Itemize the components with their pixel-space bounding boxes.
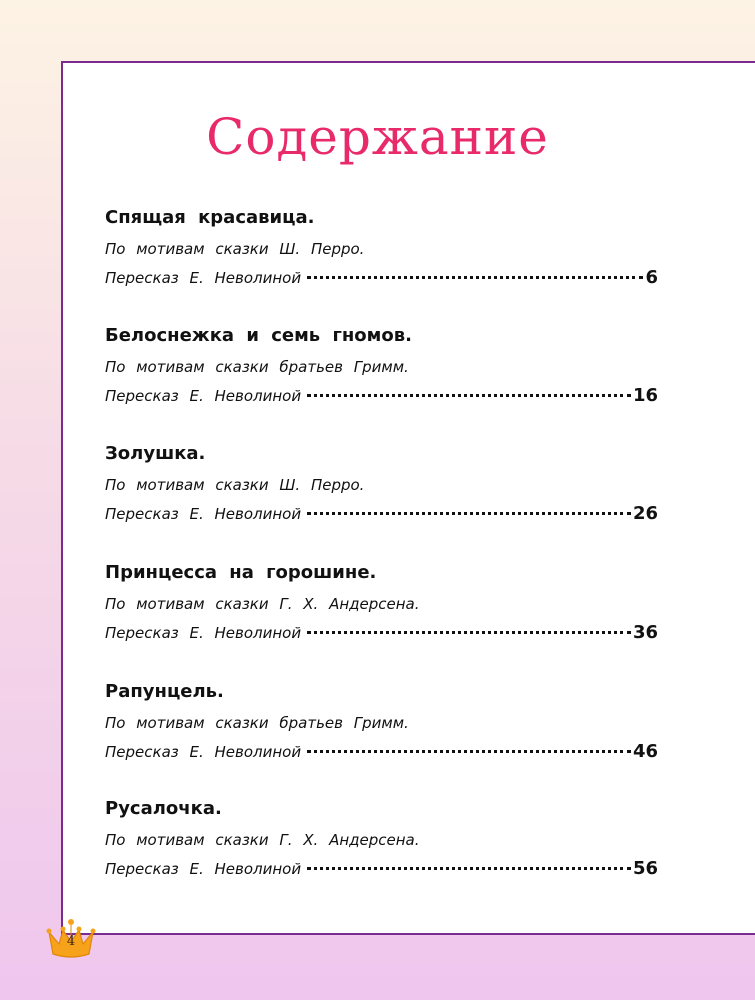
entry-reteller-row [105, 858, 658, 880]
toc-entry[interactable] [105, 561, 658, 644]
entry-subtitle: По мотивам сказки братьев Гримм. [105, 714, 409, 732]
entry-title: Золушка. [105, 443, 206, 464]
dot-leader [307, 512, 631, 515]
dot-leader [307, 394, 631, 397]
entry-reteller-row [105, 267, 658, 289]
dot-leader [307, 276, 643, 279]
entry-reteller-row [105, 741, 658, 763]
entry-page-number: 36 [632, 622, 658, 643]
entry-reteller: Пересказ Е. Неволиной [105, 624, 302, 642]
entry-page-number: 46 [632, 741, 658, 762]
entry-page-number: 26 [632, 503, 658, 524]
entry-title: Белоснежка и семь гномов. [105, 325, 412, 346]
entry-subtitle: По мотивам сказки Г. Х. Андерсена. [105, 831, 420, 849]
page-number: 4 [66, 934, 76, 949]
entry-reteller-row [105, 503, 658, 525]
dot-leader [307, 631, 631, 634]
dot-leader [307, 750, 631, 753]
page-title: Содержание [206, 108, 549, 166]
entry-reteller: Пересказ Е. Неволиной [105, 860, 302, 878]
entry-page-number: 6 [645, 267, 658, 288]
entry-title: Принцесса на горошине. [105, 562, 377, 583]
entry-subtitle: По мотивам сказки Ш. Перро. [105, 476, 365, 494]
dot-leader [307, 867, 631, 870]
toc-entry[interactable] [105, 324, 658, 407]
toc-entry[interactable] [105, 442, 658, 525]
entry-subtitle: По мотивам сказки Г. Х. Андерсена. [105, 595, 420, 613]
toc-entry[interactable] [105, 206, 658, 289]
entry-reteller: Пересказ Е. Неволиной [105, 269, 302, 287]
entry-reteller-row [105, 385, 658, 407]
entry-title: Спящая красавица. [105, 207, 315, 228]
entry-title: Русалочка. [105, 798, 222, 819]
entry-page-number: 16 [632, 385, 658, 406]
toc-entry[interactable] [105, 680, 658, 763]
entry-title: Рапунцель. [105, 681, 224, 702]
entry-page-number: 56 [632, 858, 658, 879]
toc-entry[interactable] [105, 797, 658, 880]
entry-reteller: Пересказ Е. Неволиной [105, 387, 302, 405]
entry-reteller: Пересказ Е. Неволиной [105, 505, 302, 523]
entry-subtitle: По мотивам сказки братьев Гримм. [105, 358, 409, 376]
entry-subtitle: По мотивам сказки Ш. Перро. [105, 240, 365, 258]
entry-reteller-row [105, 622, 658, 644]
entry-reteller: Пересказ Е. Неволиной [105, 743, 302, 761]
